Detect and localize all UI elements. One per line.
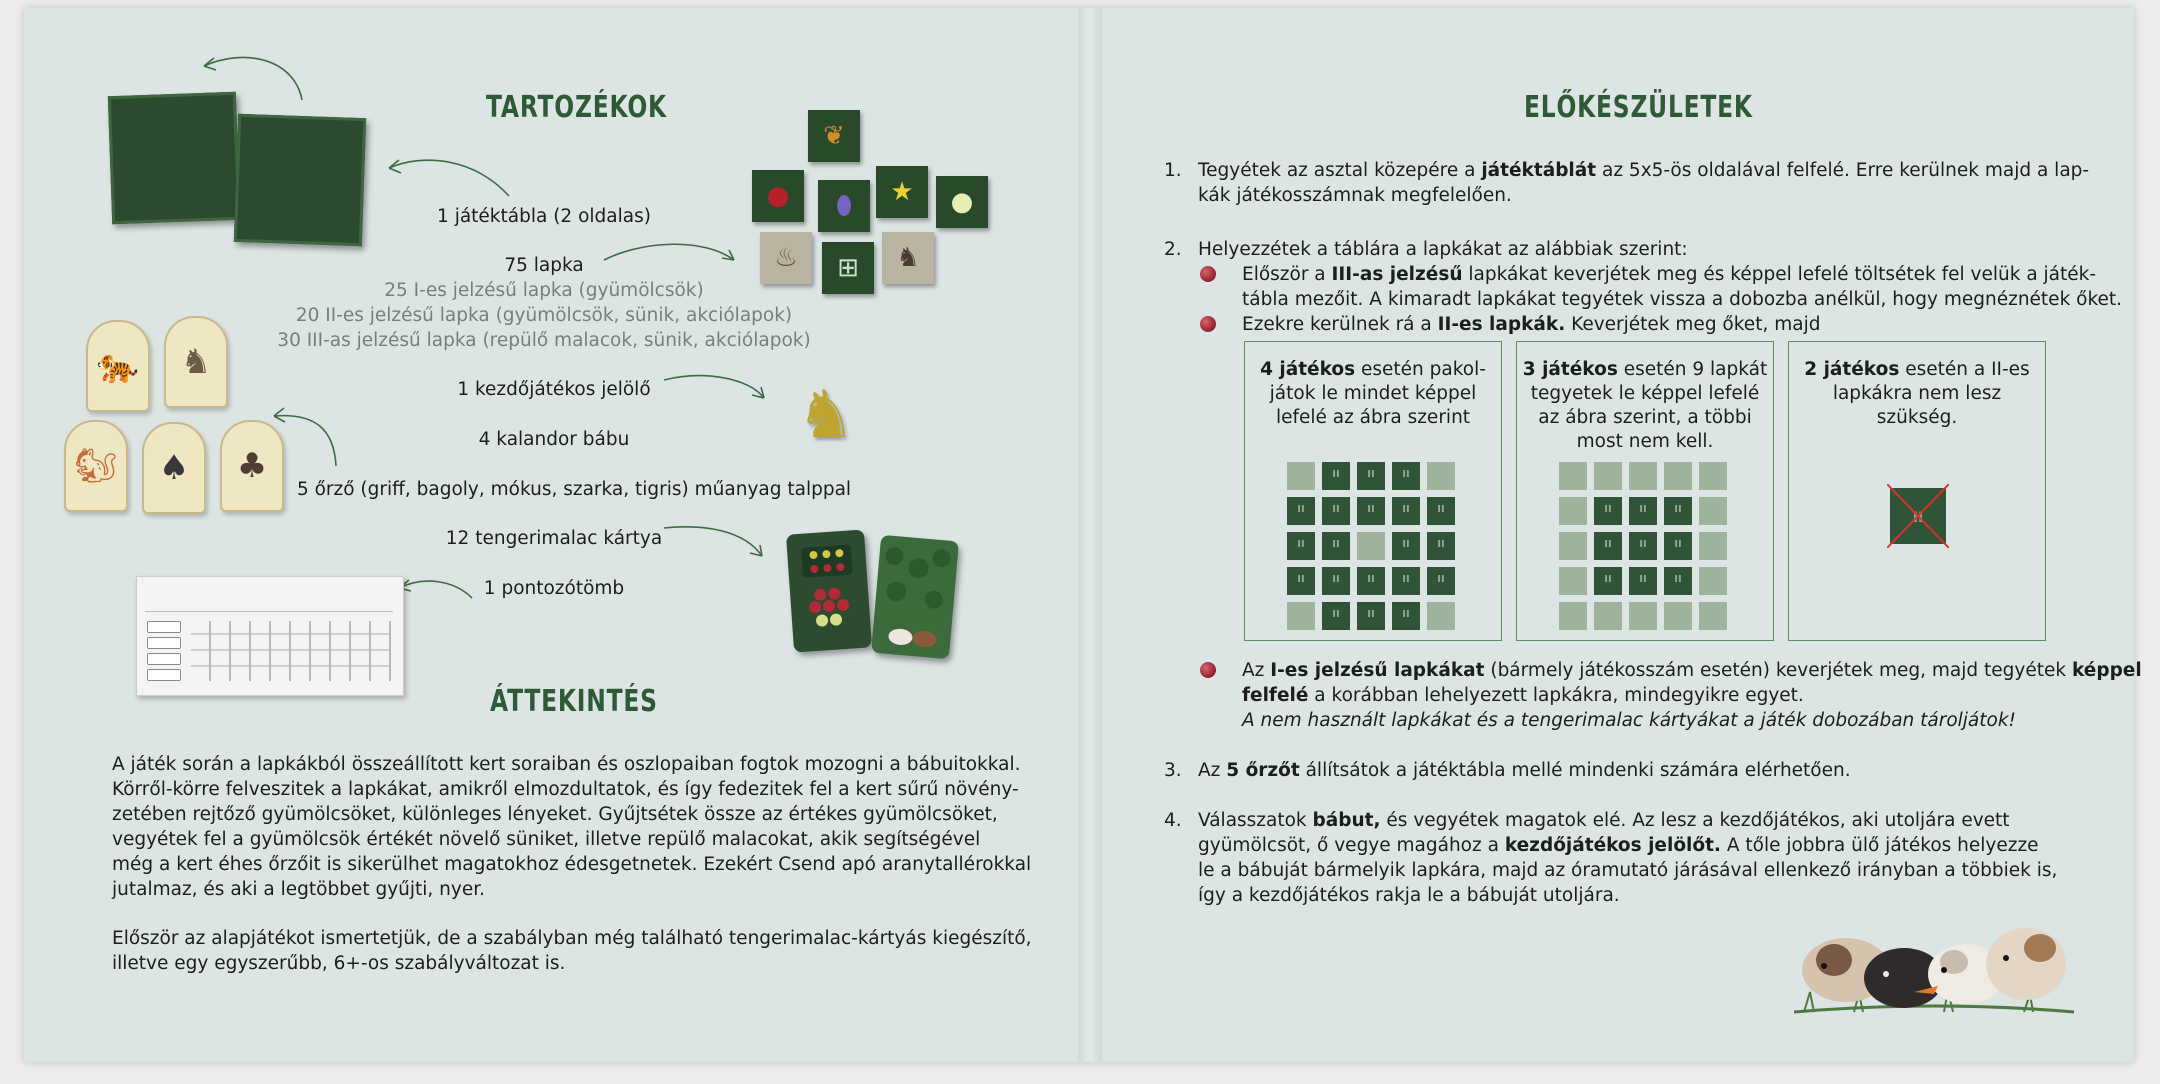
text-run: az 5x5-ös oldalával felfelé. Erre kerülnek majd a lap- bbox=[1596, 160, 2090, 181]
box-caption bbox=[1521, 358, 1769, 454]
step-2-intro: Helyezzétek a táblára a lapkákat az alábbiak szerint: bbox=[1198, 239, 1688, 260]
grid-cell bbox=[1559, 497, 1587, 525]
guardian-owl-icon: ♣ bbox=[220, 420, 284, 512]
tile-flower-icon: ● bbox=[936, 176, 988, 228]
grid-cell bbox=[1664, 602, 1692, 630]
grid-cell bbox=[1427, 462, 1455, 490]
tile-pig-icon: ♞ bbox=[882, 232, 934, 284]
item-tiles-2: 20 II-es jelzésű lapka (gyümölcsök, sünik, akciólapok) bbox=[295, 305, 793, 326]
step-1-line: kák játékosszámnak megfelelően. bbox=[1198, 185, 1512, 206]
overview-line: illetve egy egyszerűbb, 6+-os szabályváltozat is. bbox=[112, 953, 566, 974]
text-run: esetén 9 lapkát bbox=[1617, 359, 1768, 380]
bullet-line bbox=[1242, 658, 2142, 683]
text-run-bold: kezdőjátékos jelölőt. bbox=[1504, 835, 1721, 856]
bullet-icon bbox=[1200, 316, 1216, 332]
caption-line: lefelé az ábra szerint bbox=[1275, 407, 1471, 428]
rulebook-spread bbox=[24, 8, 2142, 1062]
text-run-bold: III-as jelzésű bbox=[1331, 264, 1463, 285]
caption-line: most nem kell. bbox=[1576, 431, 1714, 452]
guardian-magpie-icon: ♠ bbox=[142, 422, 206, 514]
text-run-bold: 4 játékos bbox=[1260, 359, 1356, 380]
step-4-line: le a bábuját bármelyik lapkára, majd az óramutató járásával ellenkező irányban a többiek is, bbox=[1198, 860, 2058, 881]
text-run: (bármely játékosszám esetén) keverjétek meg, majd tegyétek bbox=[1484, 660, 2072, 681]
grid-cell bbox=[1629, 462, 1657, 490]
text-run-bold: 2 játékos bbox=[1804, 359, 1900, 380]
grid-cell bbox=[1287, 462, 1315, 490]
game-board-back bbox=[108, 92, 240, 224]
guardian-griffin-icon: ♞ bbox=[164, 316, 228, 408]
box-caption bbox=[1793, 358, 2041, 430]
item-pawns: 4 kalandor bábu bbox=[478, 429, 630, 450]
grid-cell bbox=[1392, 462, 1420, 490]
caption-line bbox=[1249, 358, 1497, 382]
score-slot bbox=[147, 621, 181, 633]
overview-line: A játék során a lapkákból összeállított kert soraiban és oszlopaiban fogtok mozogni a bábuitokkal. bbox=[112, 754, 1021, 775]
text-run: lapkákat keverjétek meg és képpel lefelé töltsétek fel velük a játék- bbox=[1462, 264, 2097, 285]
item-cards: 12 tengerimalac kártya bbox=[445, 528, 663, 549]
grid-cell bbox=[1664, 497, 1692, 525]
grid-cell bbox=[1559, 567, 1587, 595]
text-run-bold: felfelé bbox=[1242, 685, 1309, 706]
grid-cell bbox=[1629, 602, 1657, 630]
grid-cell bbox=[1357, 567, 1385, 595]
text-run-bold: képpel bbox=[2071, 660, 2142, 681]
grid-cell bbox=[1322, 462, 1350, 490]
step-2-bullet-3 bbox=[1242, 658, 2142, 733]
grid-cell bbox=[1322, 497, 1350, 525]
grid-cell bbox=[1594, 462, 1622, 490]
caption-line: lapkákra nem lesz szükség. bbox=[1832, 383, 2002, 428]
score-columns bbox=[191, 621, 391, 681]
bullet-line bbox=[1242, 312, 2082, 337]
overview-line: jutalmaz, és aki a legtöbbet gyűjti, nyer. bbox=[112, 879, 486, 900]
tile-hedgehog-icon: ♨ bbox=[760, 232, 812, 284]
grid-cell bbox=[1357, 532, 1385, 560]
bullet-line bbox=[1242, 262, 2097, 287]
grid-cell bbox=[1392, 497, 1420, 525]
setup-heading: ELŐKÉSZÜLETEK bbox=[1524, 90, 1753, 125]
grid-cell bbox=[1559, 602, 1587, 630]
griffin-marker-icon: ♞ bbox=[796, 376, 856, 453]
text-run-bold: I-es jelzésű lapkákat bbox=[1270, 660, 1485, 681]
grid-cell bbox=[1392, 532, 1420, 560]
guinea-pig-card-front-icon bbox=[871, 535, 959, 659]
grid-cell bbox=[1392, 602, 1420, 630]
text-run: Tegyétek az asztal közepére a bbox=[1198, 160, 1482, 181]
grid-cell bbox=[1357, 602, 1385, 630]
text-run: esetén pakol- bbox=[1355, 359, 1486, 380]
bullet-icon bbox=[1200, 266, 1216, 282]
tile-apple-icon: ● bbox=[752, 170, 804, 222]
step-2-bullet-2 bbox=[1242, 312, 2082, 337]
grid-cell bbox=[1287, 497, 1315, 525]
grid-cell bbox=[1427, 532, 1455, 560]
score-slot bbox=[147, 669, 181, 681]
tile-action-icon: ⊞ bbox=[822, 242, 874, 294]
score-slot bbox=[147, 637, 181, 649]
grid-cell bbox=[1322, 602, 1350, 630]
overview-line: vegyétek fel a gyümölcsök értékét növelő süniket, illetve repülő malacokat, akik segítségével bbox=[112, 829, 981, 850]
grid-cell bbox=[1322, 532, 1350, 560]
grid-cell bbox=[1287, 532, 1315, 560]
text-run: Az bbox=[1198, 760, 1227, 781]
overview-paragraph bbox=[112, 752, 1032, 902]
bullet-line bbox=[1242, 683, 2082, 708]
grid-cell bbox=[1427, 602, 1455, 630]
setup-step-1 bbox=[1164, 158, 2090, 218]
grid-cell bbox=[1287, 602, 1315, 630]
grid-cell bbox=[1357, 462, 1385, 490]
grid-cell bbox=[1559, 532, 1587, 560]
text-run: a korábban lehelyezett lapkákra, mindegyikre egyet. bbox=[1308, 685, 1804, 706]
tile-pear-icon: ❦ bbox=[808, 110, 860, 162]
tile-grid-3p bbox=[1559, 462, 1735, 626]
components-heading: TARTOZÉKOK bbox=[486, 90, 667, 125]
text-run-italic: A nem használt lapkákat és a tengerimalac kártyákat a játék dobozában tároljátok! bbox=[1242, 710, 2016, 731]
text-run-bold: 5 őrzőt bbox=[1226, 760, 1300, 781]
overview-line: még a kert éhes őrzőit is sikerülhet magatokhoz édesgetnetek. Ezekért Csend apó aranytallérokkal bbox=[112, 854, 1032, 875]
item-guards: 5 őrző (griff, bagoly, mókus, szarka, tigris) műanyag talppal bbox=[296, 479, 852, 500]
caption-line bbox=[1521, 358, 1769, 382]
crossed-tile-icon bbox=[1887, 484, 1949, 548]
text-run-bold: II-es lapkák. bbox=[1437, 314, 1566, 335]
text-run-bold: bábut, bbox=[1312, 810, 1381, 831]
grid-cell bbox=[1594, 567, 1622, 595]
grid-cell bbox=[1427, 567, 1455, 595]
guinea-pigs-icon bbox=[1794, 908, 2074, 1018]
step-2-bullet-1 bbox=[1242, 262, 2123, 312]
scorepad-header bbox=[145, 583, 393, 612]
step-number: 3. bbox=[1164, 760, 1182, 781]
text-run: Ezekre kerülnek rá a bbox=[1242, 314, 1438, 335]
caption-line bbox=[1793, 358, 2041, 382]
guardian-squirrel-icon: 🐿 bbox=[64, 420, 128, 512]
grid-cell bbox=[1699, 497, 1727, 525]
step-1-line bbox=[1198, 158, 2089, 183]
grid-cell bbox=[1699, 532, 1727, 560]
step-number: 2. bbox=[1164, 239, 1182, 260]
step-4-line: így a kezdőjátékos rakja le a bábuját utoljára. bbox=[1198, 885, 1620, 906]
grid-cell bbox=[1629, 532, 1657, 560]
grid-cell bbox=[1664, 532, 1692, 560]
text-run: Az bbox=[1242, 660, 1271, 681]
overview-line: Először az alapjátékot ismertetjük, de a szabályban még található tengerimalac-kártyás kiegészítő, bbox=[112, 928, 1032, 949]
overview-line: zetében rejtőző gyümölcsöket, különleges lényeket. Gyűjtsétek össze az értékes gyümölcsöket, bbox=[112, 804, 998, 825]
svg-text:II: II bbox=[1912, 510, 1924, 526]
item-tiles-1: 25 I-es jelzésű lapka (gyümölcsök) bbox=[384, 280, 704, 301]
step-4-line bbox=[1198, 833, 2057, 858]
text-run: A tőle jobbra ülő játékos helyezze bbox=[1720, 835, 2039, 856]
text-run: esetén a II-es bbox=[1899, 359, 2030, 380]
grid-cell bbox=[1594, 532, 1622, 560]
tile-plum-icon: ⬮ bbox=[818, 180, 870, 232]
item-start-marker: 1 kezdőjátékos jelölő bbox=[457, 379, 651, 400]
step-number: 4. bbox=[1164, 810, 1182, 831]
caption-line: tegyetek le képpel lefelé bbox=[1530, 383, 1760, 404]
text-run-bold: 3 játékos bbox=[1522, 359, 1618, 380]
overview-heading: ÁTTEKINTÉS bbox=[490, 684, 658, 719]
caption-line: játok le mindet képpel bbox=[1269, 383, 1477, 404]
item-tiles-3: 30 III-as jelzésű lapka (repülő malacok, sünik, akciólapok) bbox=[277, 330, 811, 351]
grid-cell bbox=[1664, 462, 1692, 490]
item-scorepad: 1 pontozótömb bbox=[483, 578, 625, 599]
grid-cell bbox=[1392, 567, 1420, 595]
grid-cell bbox=[1699, 462, 1727, 490]
item-tiles: 75 lapka bbox=[504, 255, 584, 276]
score-slot bbox=[147, 653, 181, 665]
overview-paragraph-2 bbox=[112, 926, 1032, 976]
box-2-players bbox=[1788, 341, 2046, 641]
grid-cell bbox=[1699, 602, 1727, 630]
box-4-players bbox=[1244, 341, 1502, 641]
guardian-tiger-icon: 🐅 bbox=[86, 320, 150, 412]
text-run: Válasszatok bbox=[1198, 810, 1313, 831]
text-run: Keverjétek meg őket, majd bbox=[1565, 314, 1821, 335]
text-run: gyümölcsöt, ő vegye magához a bbox=[1198, 835, 1505, 856]
step-3-line bbox=[1198, 758, 1851, 783]
grid-cell bbox=[1357, 497, 1385, 525]
text-run: Először a bbox=[1242, 264, 1332, 285]
grid-cell bbox=[1629, 567, 1657, 595]
box-caption bbox=[1249, 358, 1497, 430]
box-3-players bbox=[1516, 341, 1774, 641]
text-run: állítsátok a játéktábla mellé mindenki számára elérhetően. bbox=[1299, 760, 1851, 781]
bullet-line bbox=[1242, 708, 2082, 733]
grid-cell bbox=[1287, 567, 1315, 595]
grid-cell bbox=[1699, 567, 1727, 595]
grid-cell bbox=[1664, 567, 1692, 595]
item-board: 1 játéktábla (2 oldalas) bbox=[437, 206, 651, 227]
caption-line: az ábra szerint, a többi bbox=[1538, 407, 1752, 428]
tile-star-icon: ★ bbox=[876, 166, 928, 218]
scorepad-icon bbox=[136, 576, 404, 696]
page-gutter bbox=[1078, 8, 1102, 1062]
grid-cell bbox=[1427, 497, 1455, 525]
step-number: 1. bbox=[1164, 160, 1182, 181]
text-run: és vegyétek magatok elé. Az lesz a kezdőjátékos, aki utoljára evett bbox=[1380, 810, 2010, 831]
grid-cell bbox=[1594, 497, 1622, 525]
guinea-pig-card-back-icon bbox=[786, 529, 872, 652]
game-board-front bbox=[234, 114, 366, 246]
grid-cell bbox=[1594, 602, 1622, 630]
overview-line: Körről-körre felveszitek a lapkákat, amikről elmozdultatok, és így fedezitek fel a kert sűrű növény- bbox=[112, 779, 1019, 800]
tile-grid-4p bbox=[1287, 462, 1463, 626]
grid-cell bbox=[1322, 567, 1350, 595]
bullet-icon bbox=[1200, 662, 1216, 678]
step-4-line bbox=[1198, 808, 2057, 833]
grid-cell bbox=[1559, 462, 1587, 490]
grid-cell bbox=[1629, 497, 1657, 525]
text-run-bold: játéktáblát bbox=[1481, 160, 1597, 181]
setup-step-2 bbox=[1164, 237, 2064, 262]
bullet-line: tábla mezőit. A kimaradt lapkákat tegyétek vissza a dobozba anélkül, hogy megnéznétek őket. bbox=[1242, 289, 2123, 310]
